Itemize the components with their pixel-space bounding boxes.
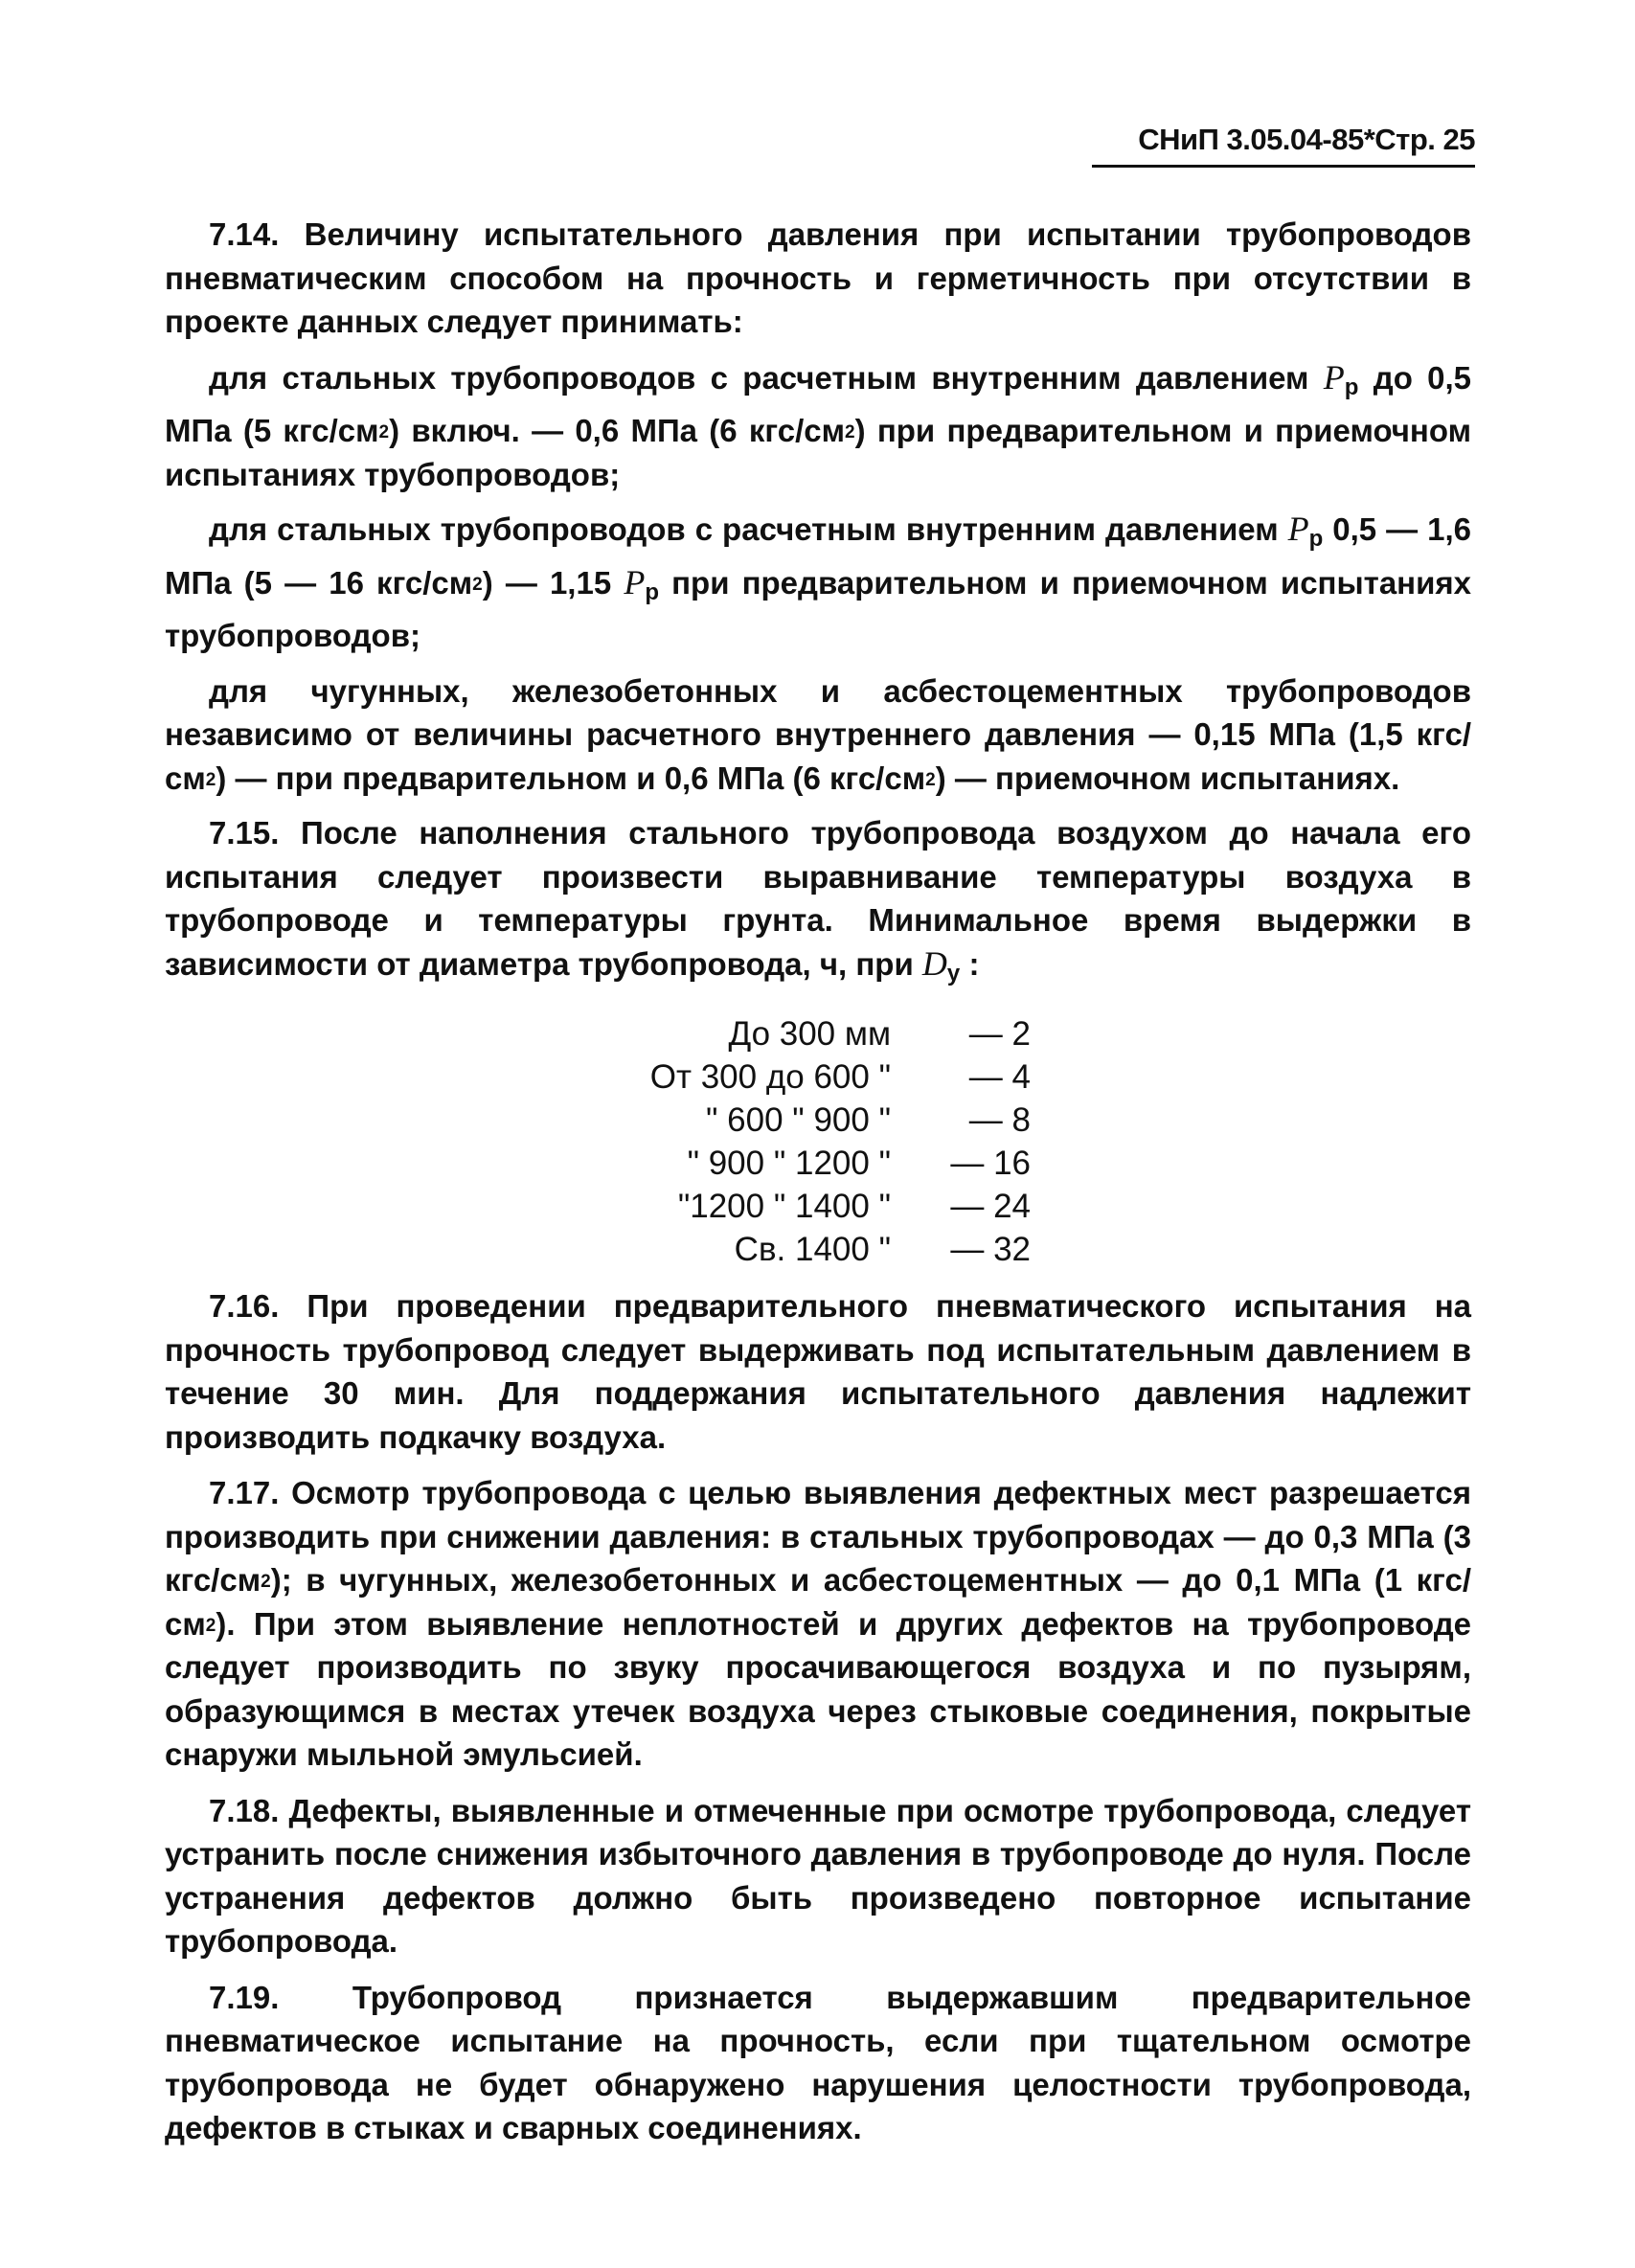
hours-value: — 32 bbox=[950, 1231, 1031, 1268]
table-row bbox=[165, 1012, 1471, 1055]
table-row bbox=[165, 1055, 1471, 1099]
paragraph-text: При проведении предварительного пневматического испытания на прочность трубопровод следует выдерживать под испытательным давлением в течение 30 мин. Для поддержания испытательного давления надлежит производить подкачку воздуха. bbox=[165, 1288, 1471, 1455]
text-fragment: ) при предварительном и приемочном испытаниях трубопроводов; bbox=[165, 413, 1472, 492]
text-fragment: ) — при предварительном и 0,6 МПа (6 кгс/см bbox=[216, 760, 926, 796]
paragraph-7-15 bbox=[165, 811, 1471, 995]
holding-time-table bbox=[165, 1012, 1471, 1271]
text-fragment: для стальных трубопроводов с расчетным внутренним давлением bbox=[209, 511, 1279, 547]
document-body bbox=[165, 213, 1471, 2163]
paragraph-7-14-steel-low bbox=[165, 356, 1471, 497]
clause-number: 7.15. bbox=[209, 815, 280, 850]
text-fragment: ). При этом выявление неплотностей и других дефектов на трубопроводе следует производить по звуку просачивающегося воздуха и по пузырям, образующимся в местах утечек воздуха через стыковые соединения, покрытые снаружи мыльной эмульсией. bbox=[165, 1605, 1471, 1772]
paragraph-text: Трубопровод признается выдержавшим предварительное пневматическое испытание на прочность, если при тщательном осмотре трубопровода не будет обнаружено нарушения целостности трубопровода, дефектов в стыках и сварных соединениях. bbox=[165, 1979, 1471, 2145]
pressure-subscript: р bbox=[1344, 374, 1359, 400]
table-row bbox=[165, 1142, 1471, 1185]
clause-number: 7.18. bbox=[209, 1792, 280, 1828]
hours-value: — 2 bbox=[968, 1015, 1031, 1053]
hours-value: — 24 bbox=[950, 1188, 1031, 1225]
superscript: 2 bbox=[205, 769, 216, 790]
text-fragment: до 0,5 МПа (5 кгс/см bbox=[165, 359, 1472, 448]
superscript: 2 bbox=[261, 1572, 271, 1592]
pressure-symbol: P bbox=[1323, 357, 1345, 397]
paragraph-7-14-cast-iron bbox=[165, 669, 1471, 801]
text-fragment: ) включ. — 0,6 МПа (6 кгс/см bbox=[389, 413, 846, 448]
diameter-range: От 300 до 600 " bbox=[649, 1058, 891, 1096]
superscript: 2 bbox=[472, 574, 483, 595]
standard-code: СНиП 3.05.04-85* bbox=[1138, 123, 1375, 156]
superscript: 2 bbox=[925, 769, 936, 790]
pressure-symbol: P bbox=[624, 562, 646, 601]
paragraph-text: После наполнения стального трубопровода воздухом до начала его испытания следует произвести выравнивание температуры воздуха в трубопроводе и температуры грунта. Минимальное время выдержки в зависимости от диаметра трубопровода, ч, при bbox=[165, 815, 1471, 982]
clause-number: 7.19. bbox=[209, 1979, 280, 2015]
paragraph-text: Дефекты, выявленные и отмеченные при осмотре трубопровода, следует устранить после снижения избыточного давления в трубопроводе до нуля. После устранения дефектов должно быть произведено повторное испытание трубопровода. bbox=[165, 1792, 1471, 1959]
page-number: Стр. 25 bbox=[1374, 123, 1475, 156]
paragraph-7-18 bbox=[165, 1789, 1471, 1963]
paragraph-7-14 bbox=[165, 213, 1471, 344]
table-row bbox=[165, 1185, 1471, 1228]
text-fragment: Осмотр трубопровода с целью выявления дефектных мест разрешается производить при снижении давления: в стальных трубопроводах — до 0,3 МПа (3 кгс/см bbox=[165, 1475, 1471, 1598]
diameter-symbol: D bbox=[921, 943, 947, 983]
pressure-subscript: р bbox=[1308, 526, 1324, 552]
diameter-range: " 600 " 900 " bbox=[706, 1101, 891, 1139]
diameter-range: До 300 мм bbox=[728, 1015, 891, 1053]
diameter-subscript: у bbox=[946, 960, 961, 987]
text-fragment: для стальных трубопроводов с расчетным внутренним давлением bbox=[209, 359, 1309, 396]
superscript: 2 bbox=[845, 422, 855, 442]
text-fragment: ) — 1,15 bbox=[482, 564, 612, 601]
diameter-range: Св. 1400 " bbox=[734, 1231, 891, 1268]
diameter-range: " 900 " 1200 " bbox=[687, 1145, 891, 1182]
hours-value: — 4 bbox=[968, 1058, 1031, 1096]
hours-value: — 8 bbox=[968, 1101, 1031, 1139]
table-row bbox=[165, 1228, 1471, 1271]
pressure-symbol: P bbox=[1287, 510, 1309, 548]
table-row bbox=[165, 1099, 1471, 1142]
paragraph-text: Величину испытательного давления при испытании трубопроводов пневматическим способом на прочность и герметичность при отсутствии в проекте данных следует принимать: bbox=[165, 216, 1471, 339]
superscript: 2 bbox=[205, 1615, 216, 1636]
text-fragment: : bbox=[968, 945, 980, 982]
text-fragment: ) — приемочном испытаниях. bbox=[935, 760, 1400, 796]
clause-number: 7.16. bbox=[209, 1288, 280, 1324]
text-fragment: при предварительном и приемочном испытаниях трубопроводов; bbox=[165, 564, 1472, 653]
text-fragment: ); в чугунных, железобетонных и асбестоцементных — до 0,1 МПа (1 кгс/см bbox=[165, 1562, 1471, 1642]
diameter-range: "1200 " 1400 " bbox=[677, 1188, 891, 1225]
clause-number: 7.14. bbox=[209, 216, 280, 252]
text-fragment: 0,5 — 1,6 МПа (5 — 16 кгс/см bbox=[165, 511, 1472, 601]
page-header bbox=[1092, 123, 1475, 168]
paragraph-7-16 bbox=[165, 1284, 1471, 1459]
text-fragment: для чугунных, железобетонных и асбестоцементных трубопроводов независимо от величины расчетного внутреннего давления — 0,15 МПа (1,5 кгс/см bbox=[165, 672, 1471, 796]
paragraph-7-19 bbox=[165, 1976, 1471, 2150]
pressure-subscript: р bbox=[645, 578, 659, 605]
paragraph-7-17 bbox=[165, 1471, 1471, 1777]
clause-number: 7.17. bbox=[209, 1475, 280, 1510]
paragraph-7-14-steel-high bbox=[165, 508, 1471, 658]
hours-value: — 16 bbox=[950, 1145, 1031, 1182]
superscript: 2 bbox=[378, 422, 390, 442]
